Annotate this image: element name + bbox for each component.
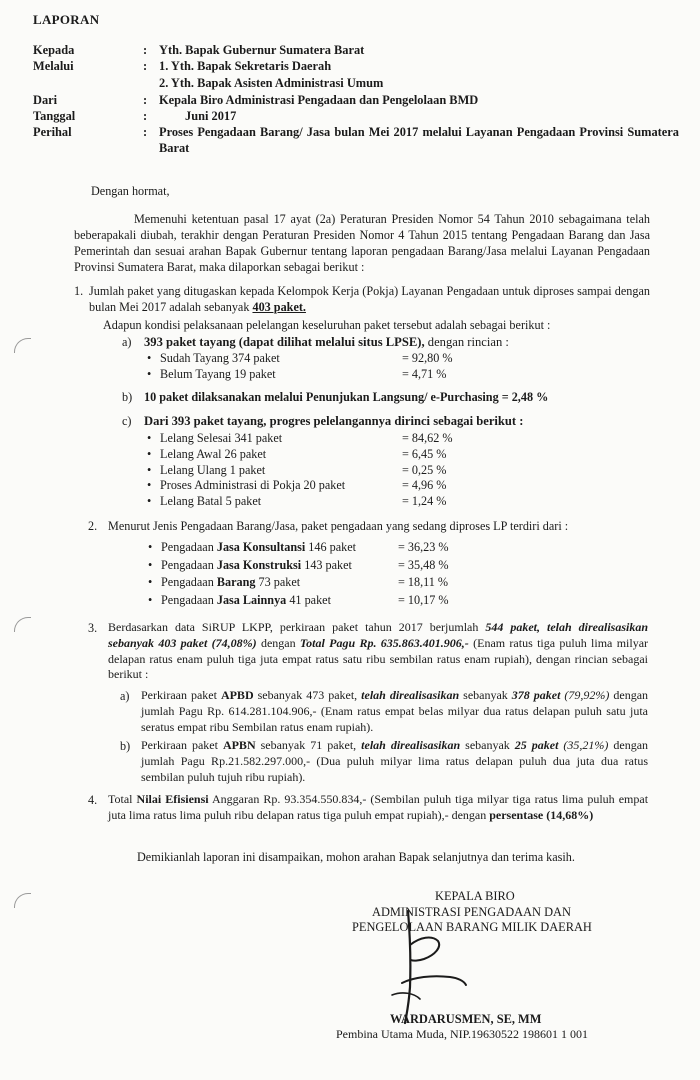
header-colon: :: [143, 93, 148, 107]
bullet-icon: •: [147, 494, 152, 508]
item-key: c): [122, 414, 132, 428]
section-2-number: 2.: [88, 519, 98, 533]
s3-part: (Enam ratus tiga puluh lima milyar delapan ratus enam puluh tiga juta empat ratus satu ribu sembilan ratus enam rupiah), dengan rincian sebagai berikut :: [108, 635, 649, 682]
list-item-percent: = 10,17 %: [398, 593, 449, 607]
s3-part: dengan: [260, 635, 296, 650]
header-label: Dari: [33, 93, 58, 107]
list-item-text: Lelang Awal 26 paket: [160, 447, 267, 461]
bullet-icon: •: [147, 367, 152, 381]
punch-mark: [14, 338, 31, 353]
bullet-icon: •: [148, 558, 153, 572]
list-item-percent: = 6,45 %: [402, 447, 447, 461]
list-item-text: [161, 557, 352, 573]
bullet-icon: •: [147, 463, 152, 477]
section-3-number: 3.: [88, 621, 98, 635]
bullet-icon: •: [148, 575, 153, 589]
list-item-percent: = 36,23 %: [398, 540, 449, 554]
list-item-text: Lelang Ulang 1 paket: [160, 463, 266, 477]
list-item-percent: = 92,80 %: [402, 351, 453, 365]
signatory-rank-nip: Pembina Utama Muda, NIP.19630522 198601 1 001: [336, 1027, 588, 1041]
s3b-part: (35,21%): [563, 738, 609, 752]
item-rest: dengan rincian :: [427, 335, 509, 349]
item-text: [144, 334, 509, 351]
list-item-percent: = 4,96 %: [402, 478, 447, 492]
list-item-percent: = 35,48 %: [398, 558, 449, 572]
list-item-text: Belum Tayang 19 paket: [160, 367, 276, 381]
s3b-part: Perkiraan paket: [141, 738, 218, 752]
header-label: Melalui: [33, 59, 74, 73]
list-item-text: [161, 539, 356, 555]
item-key: b): [122, 390, 133, 404]
header-label: Perihal: [33, 125, 72, 139]
s3b-part-bold: 25 paket: [514, 738, 559, 752]
s3b-part-bold: telah direalisasikan: [361, 738, 461, 752]
signature-title-1: KEPALA BIRO: [435, 889, 515, 903]
section-3-text: [108, 620, 648, 683]
s3-part-bold: Total Pagu Rp. 635.863.401.906,-: [299, 635, 469, 650]
s3a-part: Perkiraan paket: [141, 688, 217, 702]
s4-part-bold: persentase (14,68%): [489, 807, 594, 822]
item-text: [141, 738, 648, 785]
list-item-text: Sudah Tayang 374 paket: [160, 351, 280, 365]
header-value: Juni 2017: [185, 109, 237, 123]
item-key: a): [122, 335, 132, 349]
list-item-percent: = 1,24 %: [402, 494, 447, 508]
s4-part: Anggaran Rp. 93.354.550.834,- (Sembilan puluh tiga milyar tiga ratus lima puluh empat juta lima ratus lima puluh ribu delapan ratus tiga puluh empat rupiah),- dengan: [108, 792, 649, 822]
s3a-part-bold: APBD: [220, 688, 254, 702]
s3a-part: sebanyak 473 paket,: [257, 688, 358, 702]
section-1-total: 403 paket.: [252, 300, 306, 315]
list-item-text: Lelang Batal 5 paket: [160, 494, 262, 508]
list-item-percent: = 84,62 %: [402, 431, 453, 445]
s4-part: Total: [108, 792, 133, 806]
header-value: Proses Pengadaan Barang/ Jasa bulan Mei 2017 melalui Layanan Pengadaan Provinsi Sumatera Barat: [159, 125, 679, 156]
greeting: Dengan hormat,: [91, 184, 170, 198]
item-post: 41 paket: [286, 593, 331, 607]
item-bold: Jasa Konstruksi: [216, 558, 302, 572]
signatory-name: WARDARUSMEN, SE, MM: [390, 1012, 542, 1026]
s3a-part: sebanyak: [463, 688, 508, 702]
item-post: 73 paket: [255, 575, 301, 589]
bullet-icon: •: [148, 593, 153, 607]
header-label: Kepada: [33, 43, 75, 57]
header-label: Tanggal: [33, 109, 76, 123]
report-title: LAPORAN: [33, 12, 100, 27]
header-value: Kepala Biro Administrasi Pengadaan dan Pengelolaan BMD: [159, 93, 479, 107]
signature-title-3: PENGELOLAAN BARANG MILIK DAERAH: [352, 920, 592, 934]
section-2-text: Menurut Jenis Pengadaan Barang/Jasa, paket pengadaan yang sedang diproses LP terdiri dari :: [108, 519, 569, 533]
s3a-part-bold: telah direalisasikan: [361, 688, 460, 702]
item-text: 10 paket dilaksanakan melalui Penunjukan Langsung/ e-Purchasing = 2,48 %: [144, 390, 549, 404]
s3b-part: sebanyak 71 paket,: [260, 738, 357, 752]
item-bold: 393 paket tayang (dapat dilihat melalui situs LPSE),: [144, 335, 425, 349]
s3-part-bold: sebanyak 403 paket (74,08%): [108, 635, 257, 650]
item-bold: Jasa Konsultansi: [216, 540, 306, 554]
section-1-text-a: Jumlah paket yang ditugaskan kepada Kelompok Kerja (Pokja) Layanan Pengadaan untuk diproses sampai dengan bulan Mei 2017 adalah sebanyak: [89, 284, 650, 315]
header-value: 1. Yth. Bapak Sekretaris Daerah: [159, 59, 332, 73]
item-bold: Jasa Lainnya: [216, 593, 287, 607]
punch-mark: [14, 617, 31, 632]
list-item-percent: = 4,71 %: [402, 367, 447, 381]
s4-part-bold: Nilai Efisiensi: [136, 792, 209, 806]
header-value: Yth. Bapak Gubernur Sumatera Barat: [159, 43, 365, 57]
header-colon: :: [143, 59, 148, 73]
punch-mark: [14, 893, 31, 908]
s3-part: Berdasarkan data SiRUP LKPP, perkiraan paket tahun 2017 berjumlah: [108, 620, 479, 634]
intro-paragraph: Memenuhi ketentuan pasal 17 ayat (2a) Peraturan Presiden Nomor 54 Tahun 2010 sebagaimana telah beberapakali diubah, terakhir dengan Peraturan Presiden Nomor 4 Tahun 2015 tentang Pengadaan Barang dan Jasa Pemerintah dan sesuai arahan Bapak Gubernur tentang laporan pengadaan Barang/Jasa melalui Layanan Pengadaan Provinsi Sumatera Barat, maka dilaporkan sebagai berikut :: [74, 212, 650, 275]
list-item-text: [161, 592, 331, 608]
item-pre: Pengadaan: [161, 593, 217, 607]
item-post: 143 paket: [301, 558, 352, 572]
header-colon: :: [143, 109, 148, 123]
s3a-part-bold: 378 paket: [511, 688, 561, 702]
header-colon: :: [143, 43, 148, 57]
item-bold: Barang: [216, 575, 256, 589]
header-value: 2. Yth. Bapak Asisten Administrasi Umum: [159, 76, 384, 90]
s3-part-bold: 544 paket, telah direalisasikan: [485, 620, 649, 634]
s3a-part: dengan jumlah Pagu Rp. 614.281.104.906,- (Enam ratus empat belas milyar dua ratus delapan puluh satu juta seratus empat ribu Sembilan ratus enam rupiah).: [141, 688, 649, 734]
s3a-part: (79,92%): [564, 688, 610, 702]
item-pre: Pengadaan: [161, 558, 217, 572]
section-1-text: [89, 283, 650, 315]
header-colon: :: [143, 125, 148, 139]
bullet-icon: •: [147, 351, 152, 365]
s3b-part: dengan jumlah Pagu Rp.21.582.297.000,- (Dua puluh milyar lima ratus delapan puluh dua juta dua ratus sembilan puluh tujuh ribu rupiah).: [141, 738, 649, 784]
list-item-text: [161, 574, 300, 590]
list-item-percent: = 0,25 %: [402, 463, 447, 477]
item-post: 146 paket: [305, 540, 357, 554]
item-text: [141, 688, 648, 735]
bullet-icon: •: [147, 478, 152, 492]
item-pre: Pengadaan: [161, 540, 217, 554]
section-1-subtext: Adapun kondisi pelaksanaan pelelangan keseluruhan paket tersebut adalah sebagai berikut :: [103, 318, 551, 332]
bullet-icon: •: [148, 540, 153, 554]
item-text: Dari 393 paket tayang, progres pelelangannya dirinci sebagai berikut :: [144, 414, 524, 428]
signature-title-2: ADMINISTRASI PENGADAAN DAN: [372, 905, 571, 919]
list-item-text: Proses Administrasi di Pokja 20 paket: [160, 478, 346, 492]
bullet-icon: •: [147, 431, 152, 445]
s3b-part-bold: APBN: [222, 738, 256, 752]
section-4-number: 4.: [88, 793, 98, 807]
section-4-text: [108, 792, 648, 824]
section-1-number: 1.: [74, 284, 84, 298]
closing-paragraph: Demikianlah laporan ini disampaikan, mohon arahan Bapak selanjutnya dan terima kasih.: [137, 850, 575, 864]
list-item-text: Lelang Selesai 341 paket: [160, 431, 283, 445]
item-key: b): [120, 739, 131, 753]
item-key: a): [120, 689, 130, 703]
list-item-percent: = 18,11 %: [398, 575, 449, 589]
item-pre: Pengadaan: [161, 575, 217, 589]
bullet-icon: •: [147, 447, 152, 461]
s3b-part: sebanyak: [465, 738, 510, 752]
